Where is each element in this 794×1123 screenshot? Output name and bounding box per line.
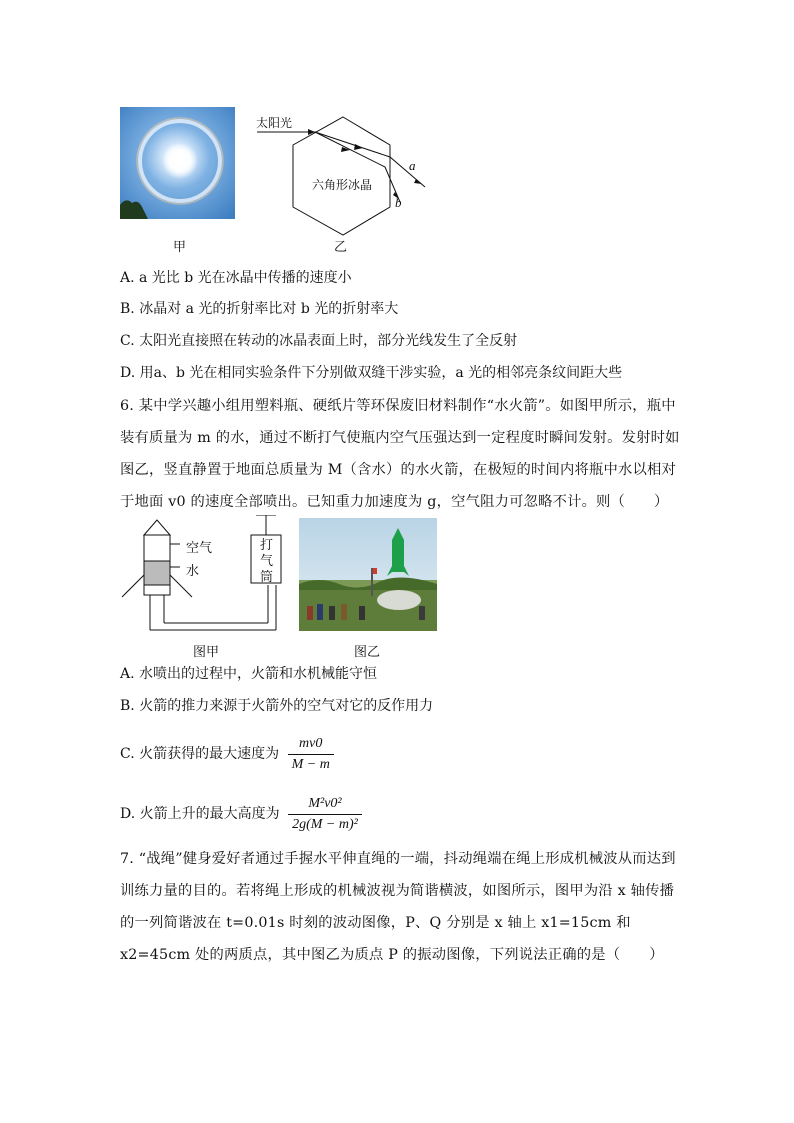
q6-caption-right: 图乙 — [354, 645, 381, 660]
figure1-caption-left: 甲 — [173, 240, 187, 255]
q6-option-c-text: C. 火箭获得的最大速度为 — [120, 746, 280, 762]
pump-label: 打气筒 — [260, 538, 274, 585]
q6-option-a: A. 水喷出的过程中，火箭和水机械能守恒 — [120, 666, 378, 682]
q6-stem: 6. 某中学兴趣小组用塑料瓶、硬纸片等环保废旧材料制作“水火箭”。如图甲所示，瓶中装有质量为 m 的水，通过不断打气使瓶内空气压强达到一定程度时瞬间发射。发射时如图乙，竖直静置于地面总质量为 M（含水）的水火箭，在极短的时间内将瓶中水以相对于地面 v0 的速度全部喷出。已知重力加速度为 g，空气阻力可忽略不计。则（ ） — [120, 398, 680, 510]
q6-option-c-denominator: M − m — [291, 756, 330, 772]
rocket-launch-photo — [299, 518, 437, 631]
q6-option-c — [120, 732, 334, 776]
q6-option-c-numerator: mv0 — [288, 734, 334, 755]
q5-option-d: D. 用a、b 光在相同实验条件下分别做双缝干涉实验，a 光的相邻亮条纹间距大些 — [120, 365, 623, 381]
sunlight-label: 太阳光 — [256, 116, 293, 130]
ray-b-label: b — [395, 195, 402, 210]
q7-stem: 7. “战绳”健身爱好者通过手握水平伸直绳的一端，抖动绳端在绳上形成机械波从而达到训练力量的目的。若将绳上形成的机械波视为简谐横波，如图所示，图甲为沿 x 轴传播的一列简谐波在 t=0.01s 时刻的波动图像，P、Q 分别是 x 轴上 x1=15cm 和 x2=45cm 处的两质点，其中图乙为质点 P 的振动图像，下列说法正确的是（ ） — [120, 851, 676, 963]
q6-option-b: B. 火箭的推力来源于火箭外的空气对它的反作用力 — [120, 698, 434, 714]
ray-a-label: a — [409, 158, 416, 173]
q6-option-d-fraction — [288, 794, 362, 835]
q6-option-c-fraction — [288, 734, 334, 775]
q6-option-d — [120, 792, 362, 836]
air-label: 空气 — [186, 541, 213, 556]
crystal-label: 六角形冰晶 — [312, 178, 373, 192]
q5-option-a: A. a 光比 b 光在冰晶中传播的速度小 — [120, 270, 352, 286]
water-label: 水 — [186, 564, 200, 579]
q6-option-d-denominator: 2g(M − m)² — [292, 816, 358, 832]
q5-option-b: B. 冰晶对 a 光的折射率比对 b 光的折射率大 — [120, 301, 399, 317]
q6-option-d-numerator: M²v0² — [288, 794, 362, 815]
q6-option-d-text: D. 火箭上升的最大高度为 — [120, 806, 280, 822]
figure1-caption-right: 乙 — [334, 240, 348, 255]
q6-caption-left: 图甲 — [193, 645, 220, 660]
q5-option-c: C. 太阳光直接照在转动的冰晶表面上时，部分光线发生了全反射 — [120, 333, 518, 349]
halo-photo — [120, 107, 235, 219]
